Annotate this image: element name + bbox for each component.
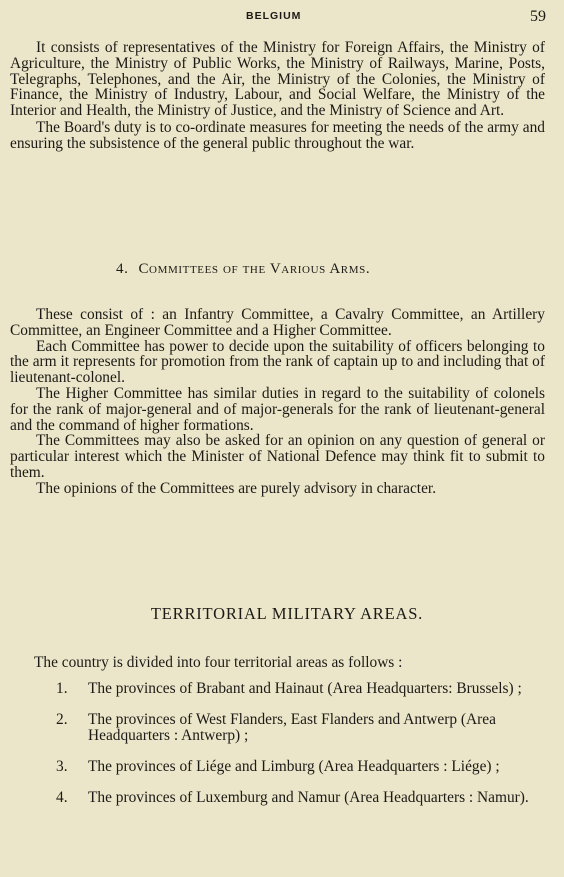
item-text: The provinces of Luxemburg and Namur (Area Headquarters : Namur). (88, 789, 529, 806)
page-header (0, 8, 564, 28)
paragraph: The Committees may also be asked for an opinion on any question of general or particular interest which the Minister of National Defence may think fit to submit to them. (10, 432, 545, 481)
territorial-intro: The country is divided into four territorial areas as follows : (34, 654, 403, 671)
territorial-heading: TERRITORIAL MILITARY AREAS. (150, 604, 424, 623)
item-number: 1. (56, 680, 68, 697)
list-item (56, 712, 546, 744)
committees-section (10, 307, 545, 497)
list-item (56, 681, 546, 697)
section-heading (116, 261, 370, 278)
list-item (56, 759, 546, 775)
item-number: 4. (56, 789, 68, 806)
paragraph: The Higher Committee has similar duties in regard to the suitability of colonels for the rank of major-general and of major-generals for the rank of lieutenant-general and the command of higher formations. (10, 384, 545, 434)
item-number: 2. (56, 711, 68, 728)
running-head: BELGIUM (246, 10, 302, 22)
paragraph: These consist of : an Infantry Committee, a Cavalry Committee, an Artillery Committee, an Engineer Committee and a Higher Committee. (10, 306, 545, 339)
paragraph: It consists of representatives of the Ministry for Foreign Affairs, the Ministry of Agriculture, the Ministry of Public Works, the Ministry of Railways, Marine, Posts, Telegraphs, Telephones, and the Air, the Ministry of the Colonies, the Ministry of Finance, the Ministry of Industry, Labour, and Social Welfare, the Ministry of the Interior and Health, the Ministry of Justice, and the Ministry of Science and Art. (10, 39, 545, 120)
paragraph: The opinions of the Committees are purely advisory in character. (36, 479, 437, 497)
item-number: 3. (56, 758, 68, 775)
ministries-section (10, 40, 545, 152)
item-text: The provinces of Liége and Limburg (Area Headquarters : Liége) ; (88, 758, 500, 775)
paragraph: Each Committee has power to decide upon the suitability of officers belonging to the arm it represents for promotion from the rank of captain up to and including that of lieutenant-colonel. (10, 337, 545, 387)
section-title: Committees of the Various Arms. (138, 261, 371, 277)
section-number: 4. (116, 261, 129, 277)
item-text: The provinces of Brabant and Hainaut (Area Headquarters: Brussels) ; (88, 680, 522, 697)
list-item (56, 790, 546, 806)
paragraph: The Board's duty is to co-ordinate measures for meeting the needs of the army and ensuring the subsistence of the general public throughout the war. (10, 118, 545, 152)
item-text: The provinces of West Flanders, East Flanders and Antwerp (Area Headquarters : Antwerp) ; (88, 711, 496, 744)
page-number: 59 (530, 8, 546, 25)
area-list (56, 681, 546, 821)
